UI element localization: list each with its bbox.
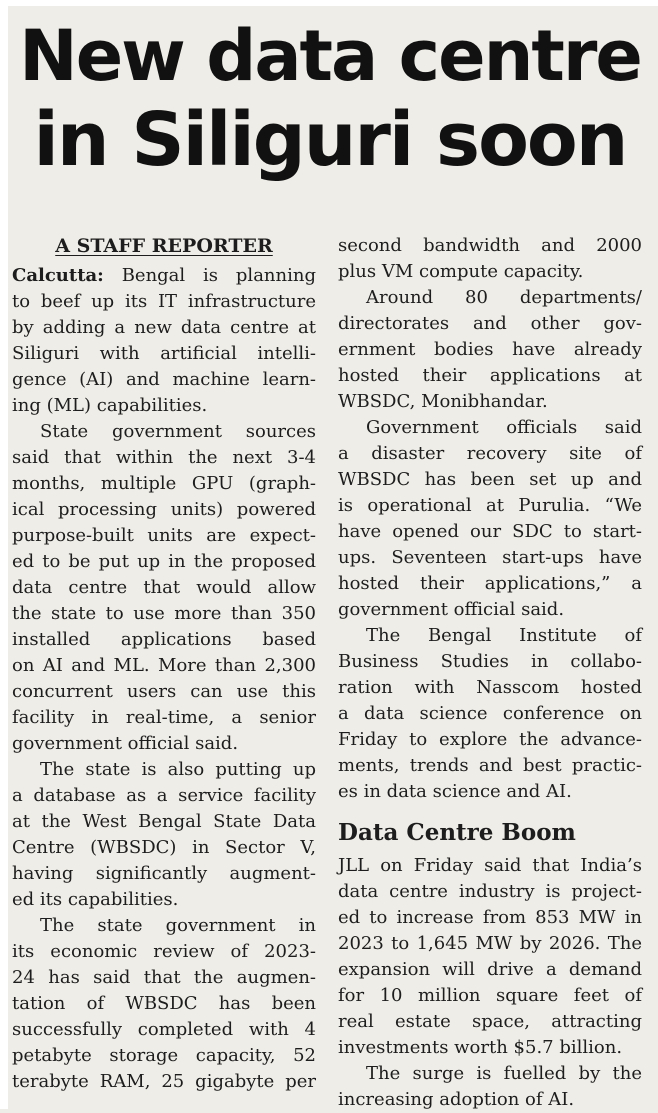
article-line: JLL on Friday said that India’s xyxy=(338,855,642,876)
article-line: ed to increase from 853 MW in xyxy=(338,907,642,928)
article-line: The state is also putting up xyxy=(40,759,316,780)
paragraph-5 xyxy=(338,233,642,285)
article-line: 2023 to 1,645 MW by 2026. The xyxy=(338,933,642,954)
paragraph-6 xyxy=(338,285,642,415)
article-line: ed to be put up in the proposed xyxy=(12,551,316,572)
article-line: tation of WBSDC has been xyxy=(12,993,316,1014)
article-line: have opened our SDC to start- xyxy=(338,521,642,542)
article-line: by adding a new data centre at xyxy=(12,317,316,338)
article-line: WBSDC, Monibhandar. xyxy=(338,391,548,412)
article-line: expansion will drive a demand xyxy=(338,959,642,980)
article-line: The Bengal Institute of xyxy=(366,625,642,646)
paragraph-9 xyxy=(338,853,642,1061)
article-line: Friday to explore the advance- xyxy=(338,729,642,750)
paragraph-7 xyxy=(338,415,642,623)
article-line: Around 80 departments/ xyxy=(366,287,642,308)
article-line: months, multiple GPU (graph- xyxy=(12,473,316,494)
dateline: Calcutta: xyxy=(12,265,104,286)
article-line: a disaster recovery site of xyxy=(338,443,642,464)
paragraph-1 xyxy=(12,263,316,419)
article-line: The surge is fuelled by the xyxy=(366,1063,642,1084)
article-line: hosted their applications,” a xyxy=(338,573,642,594)
article-line: Siliguri with artificial intelli- xyxy=(12,343,316,364)
article-line: said that within the next 3-4 xyxy=(12,447,316,468)
article-line: second bandwidth and 2000 xyxy=(338,235,642,256)
article-line: concurrent users can use this xyxy=(12,681,316,702)
article-line: State government sources xyxy=(40,421,316,442)
article-column-left xyxy=(12,233,316,1095)
paragraph-3 xyxy=(12,757,316,913)
article-line: purpose-built units are expect- xyxy=(12,525,316,546)
article-line: es in data science and AI. xyxy=(338,781,572,802)
page-edge-left xyxy=(0,0,8,1109)
article-line: on AI and ML. More than 2,300 xyxy=(12,655,316,676)
article-line: at the West Bengal State Data xyxy=(12,811,316,832)
article-line: ments, trends and best practic- xyxy=(338,755,642,776)
article-column-right xyxy=(338,233,642,1113)
headline-line-2: in Siliguri soon xyxy=(33,97,627,183)
article-line: data centre that would allow xyxy=(12,577,316,598)
article-line: installed applications based xyxy=(12,629,316,650)
article-line: Centre (WBSDC) in Sector V, xyxy=(12,837,316,858)
article-line: ups. Seventeen start-ups have xyxy=(338,547,642,568)
article-line: real estate space, attracting xyxy=(338,1011,642,1032)
article-line: ing (ML) capabilities. xyxy=(12,395,208,416)
article-line: having significantly augment- xyxy=(12,863,316,884)
article-line: 24 has said that the augmen- xyxy=(12,967,316,988)
headline-line-1: New data centre xyxy=(19,15,641,97)
article-line: Government officials said xyxy=(366,417,642,438)
headline xyxy=(16,14,644,182)
byline: A STAFF REPORTER xyxy=(55,235,273,257)
paragraph-4 xyxy=(12,913,316,1095)
article-line: WBSDC has been set up and xyxy=(338,469,642,490)
article-line: a database as a service facility xyxy=(12,785,316,806)
article-line: plus VM compute capacity. xyxy=(338,261,584,282)
article-line: data centre industry is project- xyxy=(338,881,642,902)
article-line: Business Studies in collabo- xyxy=(338,651,642,672)
article-line: ernment bodies have already xyxy=(338,339,642,360)
article-line: its economic review of 2023- xyxy=(12,941,316,962)
article-line: increasing adoption of AI. xyxy=(338,1089,575,1110)
page-edge-top xyxy=(0,0,658,6)
article-line: for 10 million square feet of xyxy=(338,985,642,1006)
article-line: petabyte storage capacity, 52 xyxy=(12,1045,316,1066)
subhead: Data Centre Boom xyxy=(338,819,576,846)
article-line: ical processing units) powered xyxy=(12,499,316,520)
article-line: The state government in xyxy=(40,915,316,936)
article-line: ration with Nasscom hosted xyxy=(338,677,642,698)
article-line: the state to use more than 350 xyxy=(12,603,316,624)
article-line: gence (AI) and machine learn- xyxy=(12,369,316,390)
article-line: government official said. xyxy=(338,599,565,620)
article-line: to beef up its IT infrastructure xyxy=(12,291,316,312)
article-line: directorates and other gov- xyxy=(338,313,642,334)
article-line: terabyte RAM, 25 gigabyte per xyxy=(12,1071,316,1092)
article-line: facility in real-time, a senior xyxy=(12,707,316,728)
article-line: is operational at Purulia. “We xyxy=(338,495,642,516)
paragraph-8 xyxy=(338,623,642,805)
paragraph-2 xyxy=(12,419,316,757)
article-line: a data science conference on xyxy=(338,703,642,724)
article-line: hosted their applications at xyxy=(338,365,642,386)
article-line: successfully completed with 4 xyxy=(12,1019,316,1040)
article-line: government official said. xyxy=(12,733,239,754)
article-line: Calcutta: Bengal is planning xyxy=(12,265,316,286)
article-line: ed its capabilities. xyxy=(12,889,179,910)
paragraph-10 xyxy=(338,1061,642,1113)
article-line: investments worth $5.7 billion. xyxy=(338,1037,623,1058)
